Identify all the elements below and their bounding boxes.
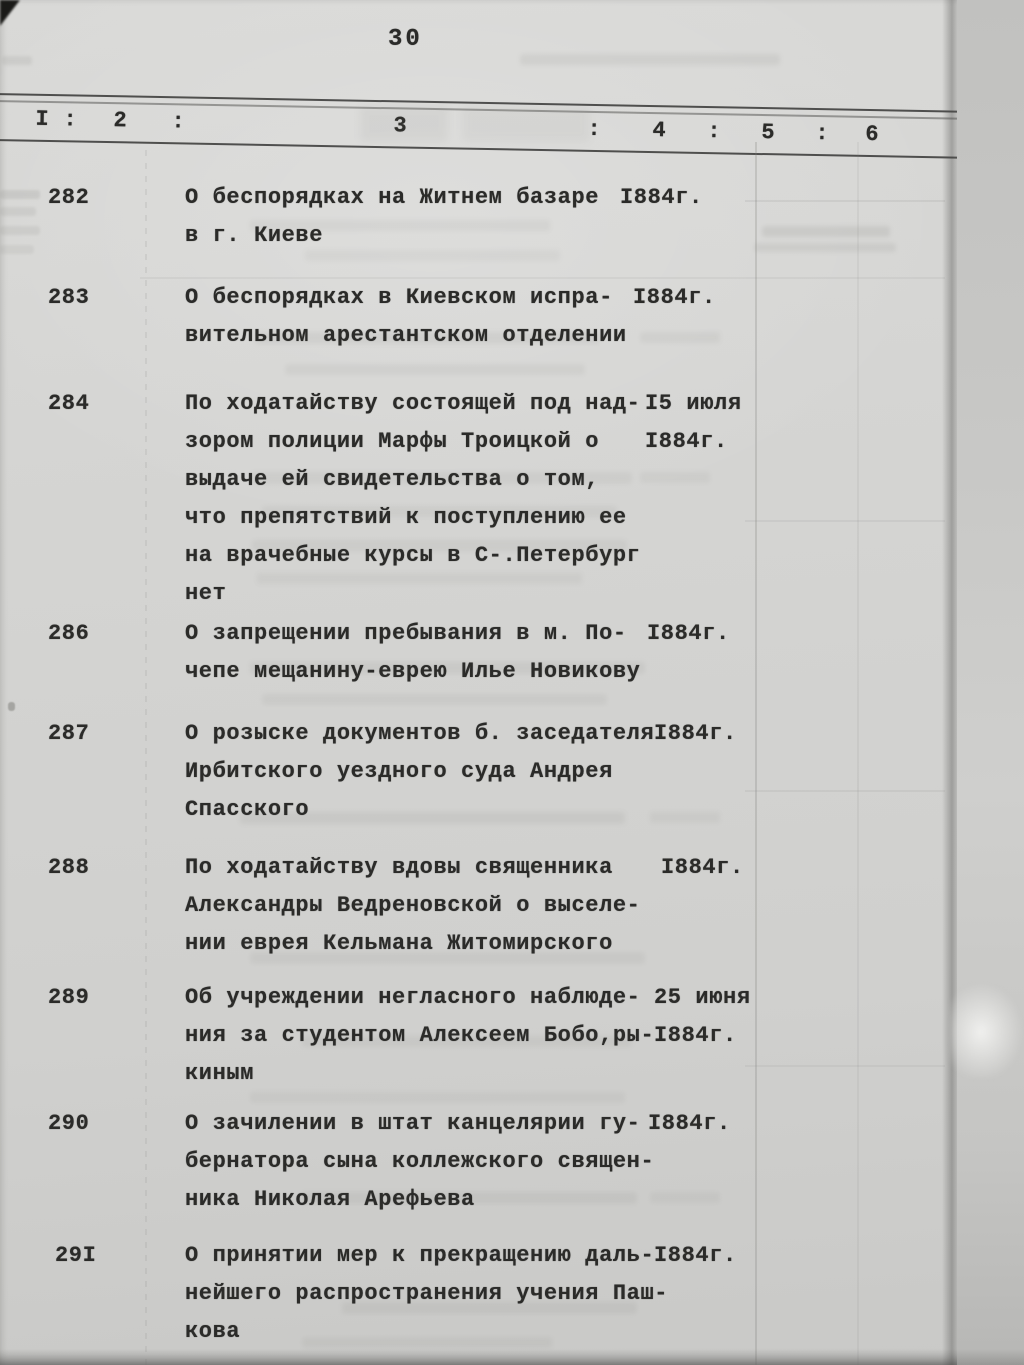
entry-description-line: О розыске документов б. заседателя bbox=[185, 721, 655, 746]
page-number: 30 bbox=[388, 26, 423, 53]
bleedthrough-smudge bbox=[0, 226, 40, 235]
entry-description-line: О зачилении в штат канцелярии гу- bbox=[185, 1111, 641, 1136]
entry-number: 283 bbox=[48, 285, 90, 310]
bottom-edge-shadow bbox=[0, 1349, 1024, 1365]
entry-description bbox=[185, 1237, 668, 1351]
entry-date-line: I884г. bbox=[647, 621, 730, 646]
entry-number: 284 bbox=[48, 391, 90, 416]
entry-description-line: Ирбитского уездного суда Андрея bbox=[185, 759, 613, 784]
entry-description-line: ника Николая Арефьева bbox=[185, 1187, 475, 1212]
entry-description-line: что препятствий к поступлению ее bbox=[185, 505, 627, 530]
bleedthrough-smudge bbox=[8, 702, 15, 711]
entry-description-line: бернатора сына коллежского священ- bbox=[185, 1149, 655, 1174]
entry-number: 290 bbox=[48, 1111, 90, 1136]
column-separator: : bbox=[815, 121, 829, 147]
corner-shadow bbox=[0, 0, 20, 26]
column-header-1: I bbox=[35, 106, 49, 132]
row-divider-line bbox=[745, 200, 945, 202]
entry-date-line: I884г. bbox=[654, 721, 737, 746]
entry-description-line: О беспорядках на Житнем базаре bbox=[185, 185, 600, 210]
entry-date-line: I884г. bbox=[654, 1243, 737, 1268]
entry-description-line: нет bbox=[185, 581, 227, 606]
column-header-5: 5 bbox=[761, 120, 775, 146]
entry-date-line: I884г. bbox=[633, 285, 716, 310]
column-separator: : bbox=[707, 119, 721, 145]
entry-date bbox=[654, 715, 737, 753]
column-separator: : bbox=[171, 109, 185, 135]
bleedthrough-smudge bbox=[0, 190, 40, 199]
entry-description-line: Александры Ведреновской о выселе- bbox=[185, 893, 641, 918]
entry-date bbox=[661, 849, 744, 887]
entry-description-line: О принятии мер к прекращению даль- bbox=[185, 1243, 655, 1268]
entry-description bbox=[185, 385, 640, 613]
column-separator: : bbox=[63, 107, 77, 133]
entry-description-line: выдаче ей свидетельства о том, bbox=[185, 467, 600, 492]
entry-description-line: По ходатайству состоящей под над- bbox=[185, 391, 641, 416]
entry-date bbox=[645, 385, 742, 461]
column-header-2: 2 bbox=[113, 108, 127, 134]
entry-description-line: киным bbox=[185, 1061, 255, 1086]
bleedthrough-smudge bbox=[2, 56, 32, 65]
bleedthrough-smudge bbox=[360, 106, 448, 142]
bleedthrough-smudge bbox=[640, 332, 720, 343]
entry-date bbox=[647, 615, 730, 653]
column-divider-line bbox=[145, 150, 147, 1365]
entry-date-line: I884г. bbox=[648, 1111, 731, 1136]
entry-description-line: О беспорядках в Киевском испра- bbox=[185, 285, 613, 310]
entry-date bbox=[654, 1237, 737, 1275]
bleedthrough-smudge bbox=[0, 245, 34, 254]
bleedthrough-smudge bbox=[640, 472, 710, 483]
entry-description bbox=[185, 279, 627, 355]
entry-number: 288 bbox=[48, 855, 90, 880]
entry-description bbox=[185, 1105, 654, 1219]
entry-description-line: Спасского bbox=[185, 797, 310, 822]
entry-description bbox=[185, 849, 640, 963]
entry-description-line: кова bbox=[185, 1319, 241, 1344]
column-header-4: 4 bbox=[652, 118, 666, 144]
entry-date bbox=[633, 279, 716, 317]
entry-description-line: Об учреждении негласного наблюде- bbox=[185, 985, 641, 1010]
column-header-6: 6 bbox=[865, 121, 879, 148]
entry-number: 289 bbox=[48, 985, 90, 1010]
crease-highlight bbox=[950, 982, 1024, 1078]
entry-description bbox=[185, 715, 654, 829]
entry-description-line: По ходатайству вдовы священника bbox=[185, 855, 613, 880]
entry-description-line: нии еврея Кельмана Житомирского bbox=[185, 931, 613, 956]
bleedthrough-smudge bbox=[754, 243, 896, 252]
bleedthrough-smudge bbox=[520, 54, 780, 65]
entry-description-line: на врачебные курсы в С-.Петербург bbox=[185, 543, 641, 568]
column-header-3: 3 bbox=[393, 113, 407, 139]
entry-description-line: О запрещении пребывания в м. По- bbox=[185, 621, 627, 646]
entry-description-line: нейшего распространения учения Паш- bbox=[185, 1281, 669, 1306]
entry-date bbox=[648, 1105, 731, 1143]
entry-number: 287 bbox=[48, 721, 90, 746]
entry-date-line: I884г. bbox=[620, 185, 703, 210]
bleedthrough-smudge bbox=[650, 1192, 720, 1203]
entry-description-line: в г. Киеве bbox=[185, 223, 324, 248]
bleedthrough-smudge bbox=[650, 812, 720, 823]
entry-description bbox=[185, 979, 654, 1093]
entry-description-line: ния за студентом Алексеем Бобо,ры- bbox=[185, 1023, 655, 1048]
entry-date bbox=[654, 979, 751, 1055]
column-separator: : bbox=[587, 116, 601, 143]
entry-description-line: вительном арестантском отделении bbox=[185, 323, 627, 348]
row-divider-line bbox=[745, 790, 945, 792]
entry-date-line: I884г. bbox=[654, 1023, 737, 1048]
column-divider-line bbox=[755, 142, 757, 1365]
entry-description bbox=[185, 179, 599, 255]
entry-number: 286 bbox=[48, 621, 90, 646]
row-divider-line bbox=[745, 520, 945, 522]
bleedthrough-smudge bbox=[0, 207, 36, 216]
bleedthrough-smudge bbox=[250, 1092, 625, 1103]
entry-description bbox=[185, 615, 640, 691]
entry-description-line: зором полиции Марфы Троицкой о bbox=[185, 429, 600, 454]
bleedthrough-smudge bbox=[462, 106, 590, 142]
entry-number: 29I bbox=[55, 1243, 97, 1268]
entry-date-line: 25 июня bbox=[654, 985, 751, 1010]
ruled-line bbox=[0, 139, 1011, 160]
bleedthrough-smudge bbox=[762, 226, 890, 237]
entry-date-line: I5 июля bbox=[645, 391, 742, 416]
entry-number: 282 bbox=[48, 185, 90, 210]
row-divider-line bbox=[745, 1065, 945, 1067]
bleedthrough-smudge bbox=[285, 364, 585, 375]
entry-date-line: I884г. bbox=[661, 855, 744, 880]
entry-date bbox=[620, 179, 703, 217]
column-divider-line bbox=[857, 142, 859, 1365]
entry-description-line: чепе мещанину-еврею Илье Новикову bbox=[185, 659, 641, 684]
entry-date-line: I884г. bbox=[645, 429, 728, 454]
bleedthrough-smudge bbox=[262, 694, 607, 705]
paper-edge bbox=[957, 0, 1024, 1365]
